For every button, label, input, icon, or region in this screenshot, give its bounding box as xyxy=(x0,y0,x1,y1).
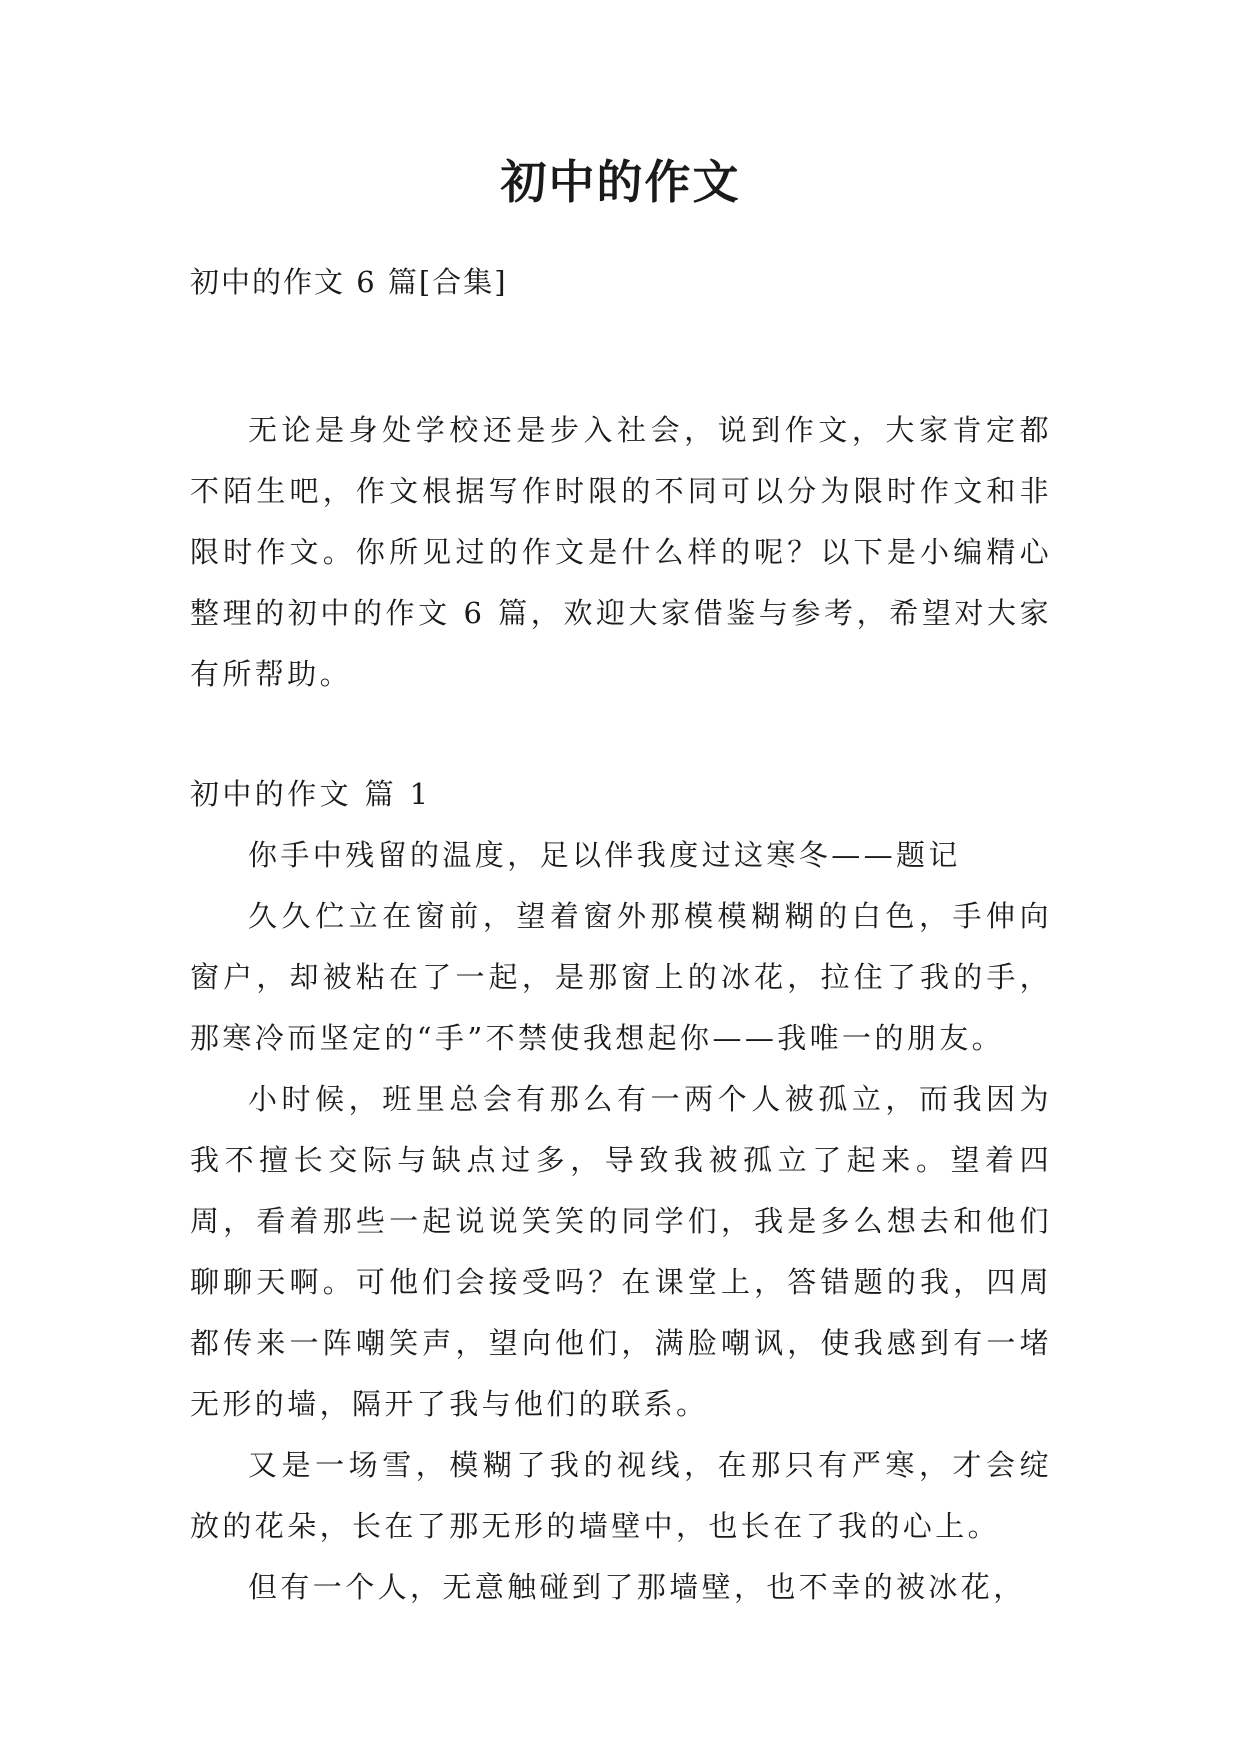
intro-block xyxy=(190,400,1052,705)
paragraph: 久久伫立在窗前，望着窗外那模模糊糊的白色，手伸向窗户，却被粘在了一起，是那窗上的冰花，拉住了我的手，那寒冷而坚定的“手”不禁使我想起你——我唯一的朋友。 xyxy=(190,899,1052,1055)
section-heading: 初中的作文 篇 1 xyxy=(190,777,432,811)
paragraph: 又是一场雪，模糊了我的视线，在那只有严寒，才会绽放的花朵，长在了那无形的墙壁中，也长在了我的心上。 xyxy=(190,1448,1052,1543)
document-subtitle: 初中的作文 6 篇[合集] xyxy=(190,265,508,299)
section-1 xyxy=(190,764,1052,1618)
intro-paragraph: 无论是身处学校还是步入社会，说到作文，大家肯定都不陌生吧，作文根据写作时限的不同可以分为限时作文和非限时作文。你所见过的作文是什么样的呢？以下是小编精心整理的初中的作文 6 篇，欢迎大家借鉴与参考，希望对大家有所帮助。 xyxy=(190,413,1052,691)
document-title: 初中的作文 xyxy=(500,155,741,209)
paragraph: 小时候，班里总会有那么有一两个人被孤立，而我因为我不擅长交际与缺点过多，导致我被孤立了起来。望着四周，看着那些一起说说笑笑的同学们，我是多么想去和他们聊聊天啊。可他们会接受吗？在课堂上，答错题的我，四周都传来一阵嘲笑声，望向他们，满脸嘲讽，使我感到有一堵无形的墙，隔开了我与他们的联系。 xyxy=(190,1082,1052,1421)
paragraph: 但有一个人，无意触碰到了那墙壁，也不幸的被冰花， xyxy=(248,1570,1026,1604)
paragraph-epigraph: 你手中残留的温度，足以伴我度过这寒冬——题记 xyxy=(248,838,961,872)
